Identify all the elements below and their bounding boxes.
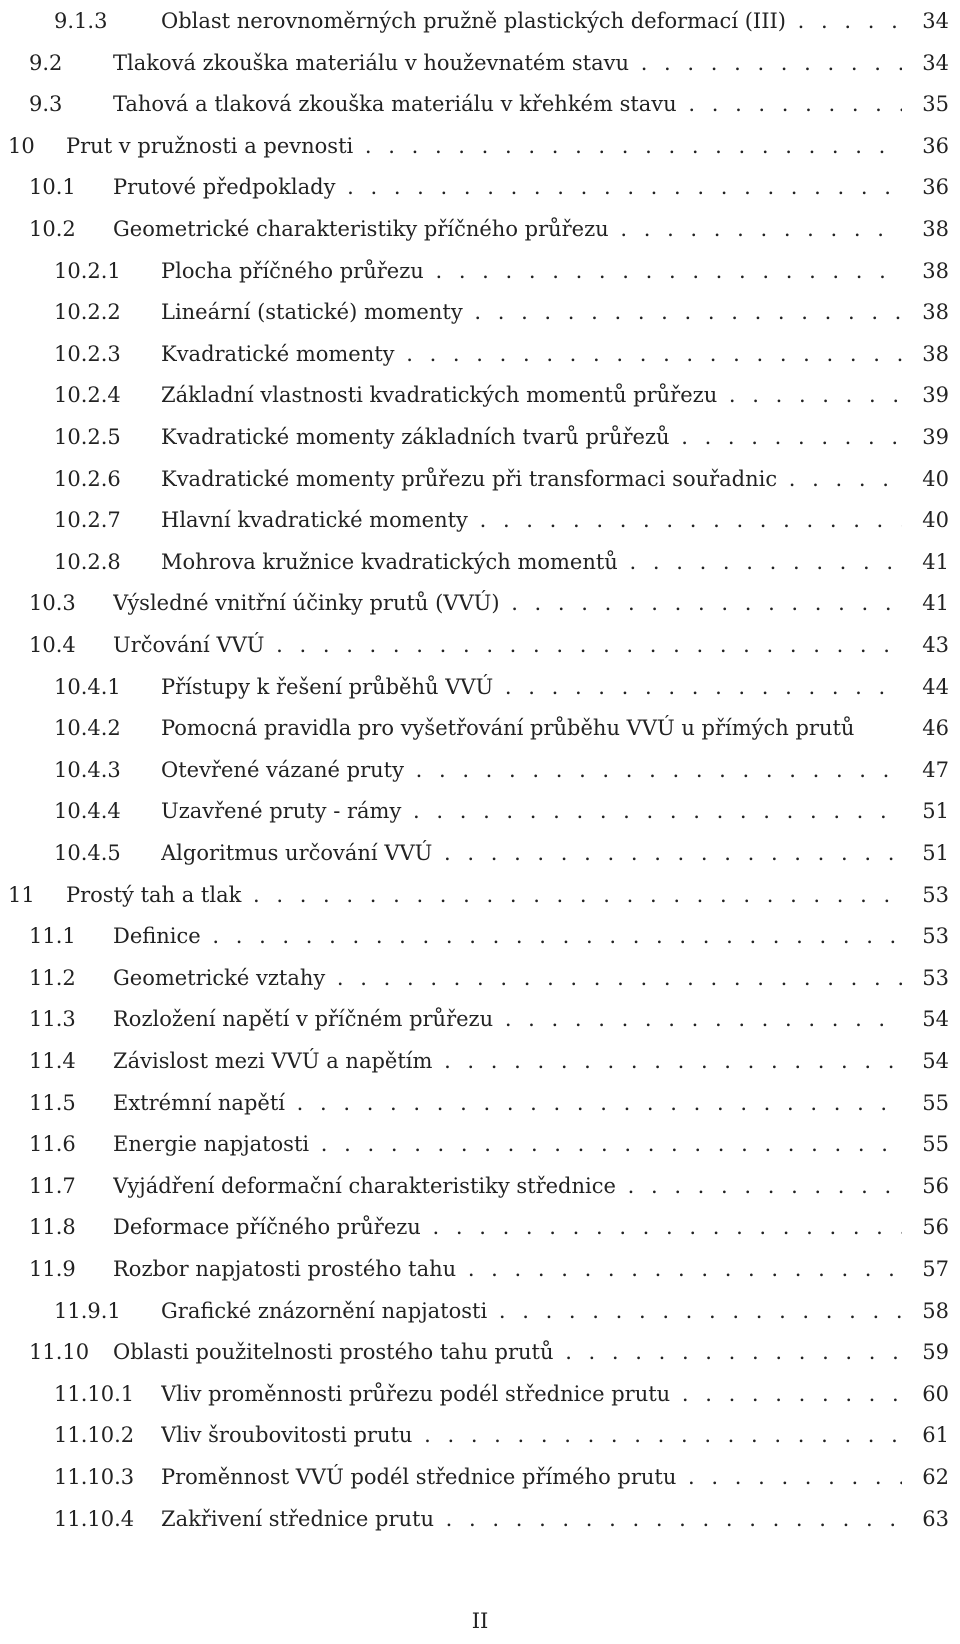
toc-entry-number: 10.1 [29, 175, 76, 200]
toc-entry-title: Kvadratické momenty základních tvarů průřezů . . . [161, 420, 902, 454]
toc-entry-title: Kvadratické momenty . . . [161, 337, 902, 371]
toc-entry-title: Proměnnost VVÚ podél střednice přímého prutu . . . [161, 1460, 902, 1494]
toc-entry-page: 44 [922, 674, 949, 699]
toc-entry-title: Definice . . . [113, 919, 902, 953]
toc-entry-number: 11.6 [29, 1132, 76, 1157]
toc-entry-title: Uzavřené pruty - rámy . . . [161, 794, 902, 828]
toc-section-entry[interactable] [0, 961, 960, 995]
toc-subsection-entry[interactable] [0, 1502, 960, 1536]
toc-subsection-entry[interactable] [0, 545, 960, 579]
toc-entry-title: Tlaková zkouška materiálu v houževnatém stavu . . . [113, 46, 902, 80]
toc-entry-number: 10.2.5 [54, 425, 121, 449]
toc-entry-title: Oblast nerovnoměrných pružně plastických deformací (III) . . . [161, 4, 902, 38]
toc-entry-page: 51 [922, 841, 949, 865]
toc-entry-title: Výsledné vnitřní účinky prutů (VVÚ) . . . [113, 586, 902, 620]
toc-entry-number: 11 [8, 882, 35, 907]
toc-subsection-entry[interactable] [0, 794, 960, 828]
toc-entry-title: Hlavní kvadratické momenty . . . [161, 503, 902, 537]
toc-section-entry[interactable] [0, 586, 960, 620]
toc-entry-number: 11.10.4 [54, 1506, 135, 1531]
toc-entry-number: 11.2 [29, 965, 76, 990]
toc-subsection-entry[interactable] [0, 1418, 960, 1452]
toc-section-entry[interactable] [0, 212, 960, 246]
toc-entry-title: Mohrova kružnice kvadratických momentů . . . [161, 545, 902, 579]
toc-entry-title: Vliv šroubovitosti prutu . . . [161, 1418, 902, 1452]
toc-entry-title: Rozložení napětí v příčném průřezu . . . [113, 1002, 902, 1036]
toc-entry-title: Základní vlastnosti kvadratických momentů průřezu . . . [161, 378, 902, 412]
toc-entry-page: 57 [922, 1257, 949, 1281]
toc-section-entry[interactable] [0, 1210, 960, 1244]
toc-entry-number: 10.2.7 [54, 508, 121, 533]
toc-subsection-entry[interactable] [0, 503, 960, 537]
toc-subsection-entry[interactable] [0, 4, 960, 38]
toc-entry-page: 46 [922, 716, 949, 741]
page-number-footer: II [471, 1609, 489, 1633]
toc-entry-number: 10.4.4 [54, 799, 121, 824]
toc-entry-title: Oblasti použitelnosti prostého tahu prutů . . . [113, 1335, 902, 1369]
toc-section-entry[interactable] [0, 1127, 960, 1161]
toc-entry-page: 56 [922, 1173, 949, 1198]
toc-entry-page: 51 [922, 799, 949, 824]
toc-section-entry[interactable] [0, 1044, 960, 1078]
toc-entry-number: 11.10 [29, 1340, 90, 1365]
toc-subsection-entry[interactable] [0, 378, 960, 412]
toc-entry-title: Vliv proměnnosti průřezu podél střednice prutu . . . [161, 1377, 902, 1411]
toc-entry-page: 40 [922, 508, 949, 533]
toc-entry-number: 10.4.2 [54, 716, 121, 741]
toc-entry-number: 9.1.3 [54, 9, 108, 33]
toc-entry-page: 40 [922, 466, 949, 491]
toc-entry-title: Grafické znázornění napjatosti . . . [161, 1294, 902, 1328]
toc-entry-number: 11.8 [29, 1215, 76, 1240]
toc-subsection-entry[interactable] [0, 1460, 960, 1494]
toc-subsection-entry[interactable] [0, 337, 960, 371]
toc-entry-title: Kvadratické momenty průřezu při transformaci souřadnic . . . [161, 462, 902, 496]
toc-section-entry[interactable] [0, 170, 960, 204]
toc-subsection-entry[interactable] [0, 295, 960, 329]
toc-entry-title: Prutové předpoklady . . . [113, 170, 902, 204]
toc-entry-page: 39 [922, 425, 949, 449]
toc-entry-title: Pomocná pravidla pro vyšetřování průběhu VVÚ u přímých prutů [161, 716, 855, 741]
toc-section-entry[interactable] [0, 1169, 960, 1203]
toc-entry-number: 10.2.8 [54, 549, 121, 574]
toc-subsection-entry[interactable] [0, 420, 960, 454]
toc-entry-page: 38 [922, 217, 949, 241]
toc-entry-page: 55 [922, 1132, 949, 1157]
toc-entry-title: Geometrické vztahy . . . [113, 961, 902, 995]
toc-entry-page: 53 [922, 965, 949, 990]
toc-entry-page: 34 [922, 50, 949, 75]
toc-entry-page: 34 [922, 9, 949, 33]
toc-entry-page: 41 [922, 591, 949, 616]
toc-chapter-entry[interactable] [0, 129, 960, 163]
toc-entry-title: Algoritmus určování VVÚ . . . [161, 836, 902, 870]
toc-entry-title: Prut v pružnosti a pevnosti . . . [66, 129, 902, 163]
toc-section-entry[interactable] [0, 1335, 960, 1369]
toc-entry-page: 38 [922, 300, 949, 325]
toc-entry-page: 55 [922, 1090, 949, 1115]
toc-entry-page: 43 [922, 633, 949, 657]
toc-entry-number: 10.2.3 [54, 341, 121, 366]
toc-entry-number: 11.10.3 [54, 1465, 135, 1489]
toc-entry-number: 11.3 [29, 1007, 76, 1032]
toc-section-entry[interactable] [0, 1002, 960, 1036]
toc-entry-page: 41 [922, 549, 949, 574]
toc-subsection-entry[interactable] [0, 1294, 960, 1328]
toc-entry-title: Tahová a tlaková zkouška materiálu v křehkém stavu . . . [113, 87, 902, 121]
toc-entry-page: 38 [922, 341, 949, 366]
toc-entry-number: 11.5 [29, 1090, 76, 1115]
toc-entry-page: 53 [922, 924, 949, 949]
toc-entry-number: 9.3 [29, 92, 63, 117]
toc-entry-title: Určování VVÚ . . . [113, 628, 902, 662]
toc-entry-page: 58 [922, 1298, 949, 1323]
toc-entry-number: 10.2.1 [54, 258, 121, 283]
toc-entry-number: 10.4.1 [54, 674, 121, 699]
toc-entry-number: 11.9 [29, 1257, 76, 1281]
toc-entry-page: 59 [922, 1340, 949, 1365]
toc-section-entry[interactable] [0, 46, 960, 80]
toc-entry-number: 11.10.2 [54, 1423, 135, 1448]
toc-entry-number: 10.2.2 [54, 300, 121, 325]
toc-entry-page: 61 [922, 1423, 949, 1448]
toc-entry-page: 36 [922, 175, 949, 200]
toc-section-entry[interactable] [0, 87, 960, 121]
toc-entry-title: Závislost mezi VVÚ a napětím . . . [113, 1044, 902, 1078]
toc-entry-title: Extrémní napětí . . . [113, 1086, 902, 1120]
toc-entry-title: Vyjádření deformační charakteristiky střednice . . . [113, 1169, 902, 1203]
toc-entry-title: Geometrické charakteristiky příčného průřezu . . . [113, 212, 902, 246]
toc-section-entry[interactable] [0, 628, 960, 662]
toc-entry-number: 10.4.5 [54, 841, 121, 865]
toc-entry-number: 10.2.6 [54, 466, 121, 491]
toc-subsection-entry[interactable] [0, 836, 960, 870]
toc-entry-page: 39 [922, 383, 949, 408]
toc-entry-page: 53 [922, 882, 949, 907]
toc-entry-page: 47 [922, 757, 949, 782]
toc-entry-number: 11.10.1 [54, 1381, 135, 1406]
toc-entry-title: Rozbor napjatosti prostého tahu . . . [113, 1252, 902, 1286]
toc-entry-number: 10.2.4 [54, 383, 121, 408]
toc-entry-page: 38 [922, 258, 949, 283]
toc-entry-title: Zakřivení střednice prutu . . . [161, 1502, 902, 1536]
toc-subsection-entry[interactable] [0, 462, 960, 496]
toc-subsection-entry[interactable] [0, 711, 960, 745]
toc-entry-title: Otevřené vázané pruty . . . [161, 753, 902, 787]
toc-entry-title: Deformace příčného průřezu . . . [113, 1210, 902, 1244]
toc-entry-number: 10.4.3 [54, 757, 121, 782]
toc-entry-title: Prostý tah a tlak . . . [66, 878, 902, 912]
toc-entry-title: Lineární (statické) momenty . . . [161, 295, 902, 329]
toc-entry-page: 62 [922, 1465, 949, 1489]
toc-entry-title: Přístupy k řešení průběhů VVÚ . . . [161, 670, 902, 704]
toc-subsection-entry[interactable] [0, 670, 960, 704]
toc-entry-page: 63 [922, 1506, 949, 1531]
toc-entry-page: 60 [922, 1381, 949, 1406]
toc-entry-title: Plocha příčného průřezu . . . [161, 254, 902, 288]
toc-entry-number: 11.7 [29, 1173, 76, 1198]
toc-chapter-entry[interactable] [0, 878, 960, 912]
toc-entry-number: 10.4 [29, 633, 76, 657]
toc-entry-number: 10.2 [29, 217, 76, 241]
toc-entry-page: 35 [922, 92, 949, 117]
toc-entry-number: 9.2 [29, 50, 63, 75]
toc-entry-page: 54 [922, 1049, 949, 1073]
toc-subsection-entry[interactable] [0, 254, 960, 288]
toc-entry-page: 56 [922, 1215, 949, 1240]
toc-section-entry[interactable] [0, 1086, 960, 1120]
toc-section-entry[interactable] [0, 919, 960, 953]
toc-entry-number: 11.1 [29, 924, 76, 949]
toc-entry-page: 36 [922, 133, 949, 158]
toc-entry-number: 10.3 [29, 591, 76, 616]
toc-section-entry[interactable] [0, 1252, 960, 1286]
toc-entry-title: Energie napjatosti . . . [113, 1127, 902, 1161]
toc-entry-number: 10 [8, 133, 35, 158]
toc-entry-number: 11.9.1 [54, 1298, 121, 1323]
toc-entry-page: 54 [922, 1007, 949, 1032]
toc-subsection-entry[interactable] [0, 753, 960, 787]
toc-entry-number: 11.4 [29, 1049, 76, 1073]
toc-subsection-entry[interactable] [0, 1377, 960, 1411]
